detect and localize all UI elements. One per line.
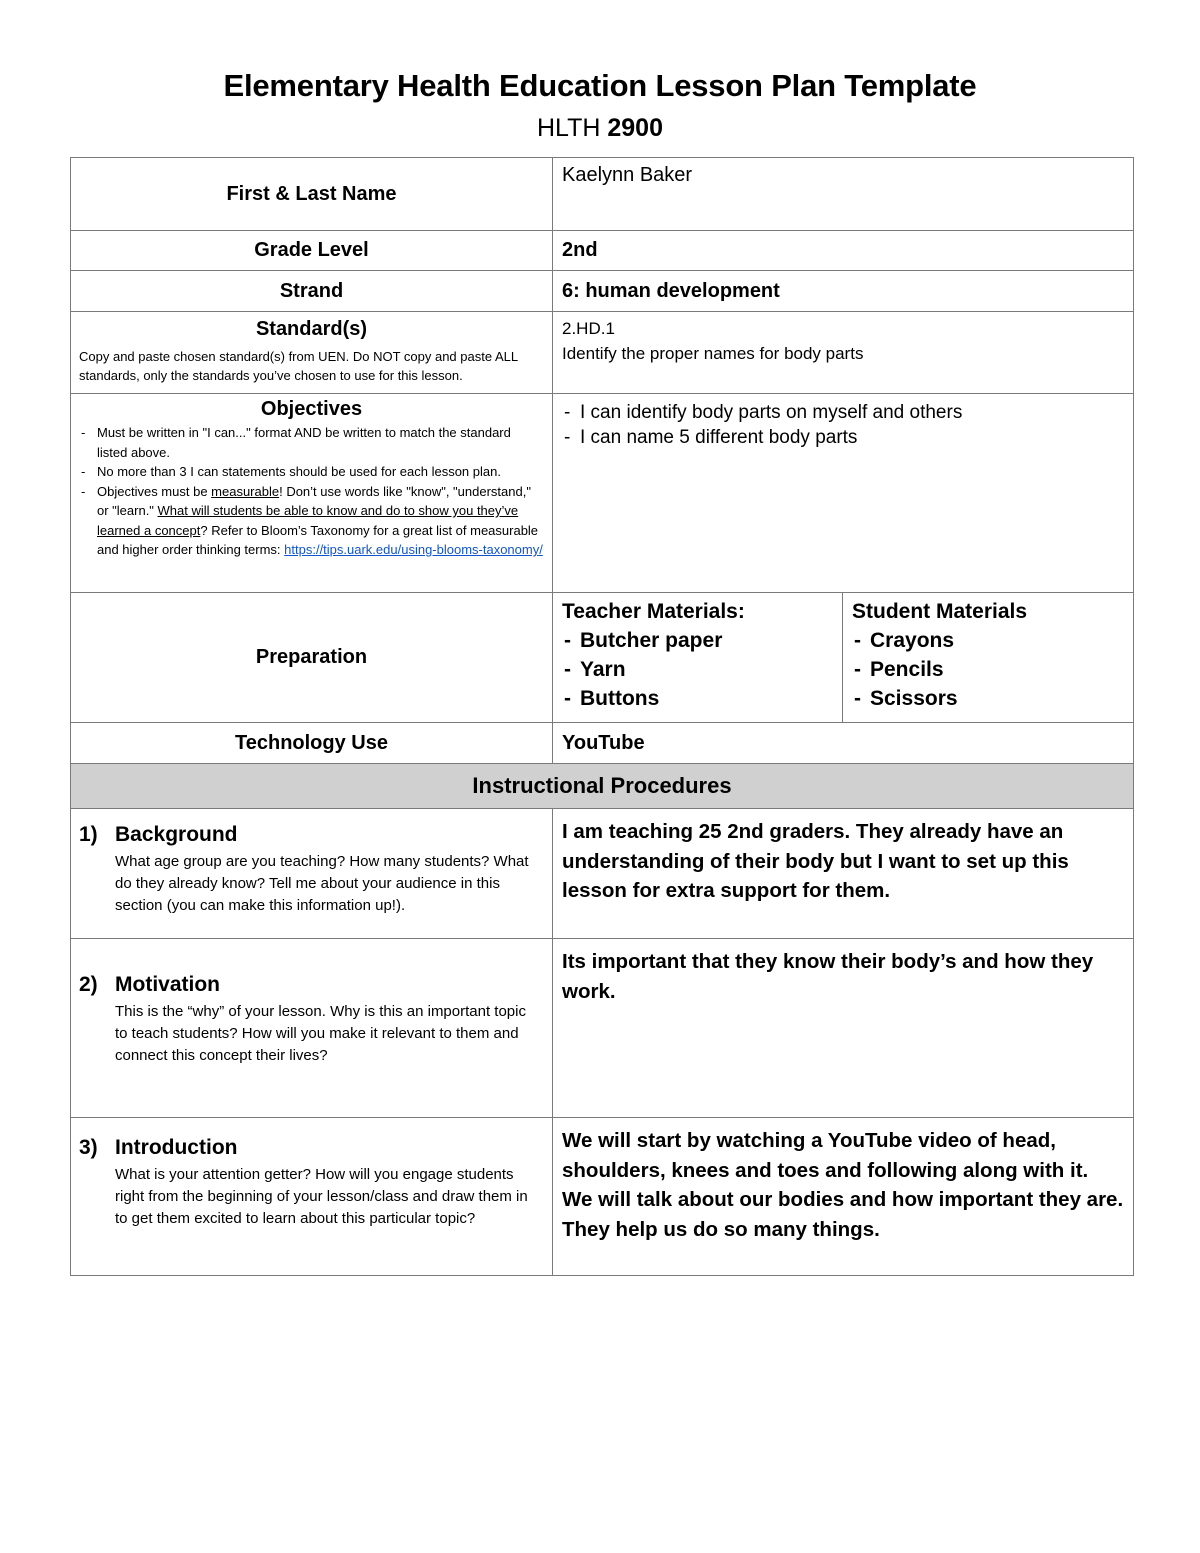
document-title: Elementary Health Education Lesson Plan Template [223, 68, 977, 103]
material-item: - Pencils [852, 655, 1124, 684]
procedure-label-cell [71, 1118, 553, 1276]
procedure-number: 3) [79, 1136, 98, 1159]
lesson-plan-table [70, 157, 1134, 1276]
material-item: - Yarn [562, 655, 833, 684]
standards-help: Copy and paste chosen standard(s) from UEN. Do NOT copy and paste ALL standards, only the standards you’ve chosen to use for this lesson. [79, 349, 518, 383]
procedure-answer: I am teaching 25 2nd graders. They already have an understanding of their body but I want to set up this lesson for extra support for them. [553, 809, 1134, 939]
preparation-label: Preparation [71, 593, 553, 723]
row-technology [71, 723, 1134, 764]
procedure-number: 1) [79, 823, 98, 846]
row-objectives [71, 394, 1134, 593]
procedure-description: What age group are you teaching? How many students? What do they already know? Tell me about your audience in this section (you can make this information up!). [115, 853, 529, 914]
standards-label-cell [71, 312, 553, 394]
procedure-row [71, 939, 1134, 1118]
help-text: ? Refer to Bloom’s Taxonomy for a great list of measurable and higher order thinking terms: [97, 522, 539, 557]
name-value: Kaelynn Baker [553, 158, 1134, 231]
objectives-value [553, 394, 1134, 593]
course-number: 2900 [607, 114, 663, 142]
help-emphasis: What will students be able to know and do to show you they’ve learned a concept [97, 503, 519, 538]
procedure-title: Background [115, 823, 238, 846]
strand-label: Strand [71, 271, 553, 312]
teacher-materials-cell [553, 593, 843, 723]
procedure-number: 2) [79, 973, 98, 996]
procedure-answer: Its important that they know their body’s and how they work. [553, 939, 1134, 1118]
objectives-list [562, 400, 1124, 450]
grade-label: Grade Level [71, 231, 553, 271]
procedure-title: Introduction [115, 1136, 238, 1159]
student-materials-title: Student Materials [852, 600, 1028, 623]
material-item: - Crayons [852, 626, 1124, 655]
procedure-description: What is your attention getter? How will you engage students right from the beginning of your lesson/class and draw them in to get them excited to learn about this particular topic? [115, 1166, 528, 1227]
objectives-help-item: - No more than 3 I can statements should be used for each lesson plan. [79, 462, 544, 482]
objective-item: - I can name 5 different body parts [562, 425, 1124, 450]
row-strand [71, 271, 1134, 312]
objectives-help-item: - Must be written in "I can..." format AND be written to match the standard listed above. [79, 423, 544, 462]
grade-value: 2nd [553, 231, 1134, 271]
course-prefix: HLTH [537, 114, 608, 142]
standards-label: Standard(s) [255, 318, 368, 340]
row-procedures-heading [71, 764, 1134, 809]
student-materials-cell [843, 593, 1134, 723]
row-grade [71, 231, 1134, 271]
help-text: ! Don’t use words like "know", "understand," or "learn." [97, 483, 531, 518]
strand-value: 6: human development [553, 271, 1134, 312]
teacher-materials-title: Teacher Materials: [562, 600, 745, 623]
procedure-label-cell [71, 809, 553, 939]
procedure-row [71, 1118, 1134, 1276]
objectives-label: Objectives [260, 398, 363, 420]
row-name [71, 158, 1134, 231]
procedure-description: This is the “why” of your lesson. Why is this an important topic to teach students? How will you make it relevant to them and connect this concept their lives? [115, 1003, 526, 1064]
procedure-row [71, 809, 1134, 939]
student-materials-list [852, 626, 1124, 713]
row-preparation [71, 593, 1134, 723]
procedure-title: Motivation [115, 973, 220, 996]
objective-item: - I can identify body parts on myself and others [562, 400, 1124, 425]
standard-text: Identify the proper names for body parts [562, 344, 864, 363]
help-text: Objectives must be [97, 483, 212, 499]
teacher-materials-list [562, 626, 833, 713]
technology-value: YouTube [553, 723, 1134, 764]
objectives-label-cell [71, 394, 553, 593]
objectives-help-item [79, 482, 544, 560]
row-standards [71, 312, 1134, 394]
material-item: - Butcher paper [562, 626, 833, 655]
material-item: - Scissors [852, 684, 1124, 713]
technology-label: Technology Use [71, 723, 553, 764]
standards-value [553, 312, 1134, 394]
procedures-heading: Instructional Procedures [71, 764, 1134, 809]
course-code [0, 114, 1200, 143]
blooms-taxonomy-link[interactable]: https://tips.uark.edu/using-blooms-taxonomy/ [284, 542, 543, 557]
material-item: - Buttons [562, 684, 833, 713]
help-emphasis: measurable [211, 483, 280, 499]
name-label: First & Last Name [71, 158, 553, 231]
procedure-answer: We will start by watching a YouTube video of head, shoulders, knees and toes and following along with it. We will talk about our bodies and how important they are. They help us do so many things. [553, 1118, 1134, 1276]
standard-code: 2.HD.1 [562, 319, 615, 338]
procedure-label-cell [71, 939, 553, 1118]
objectives-help-list [79, 423, 544, 560]
